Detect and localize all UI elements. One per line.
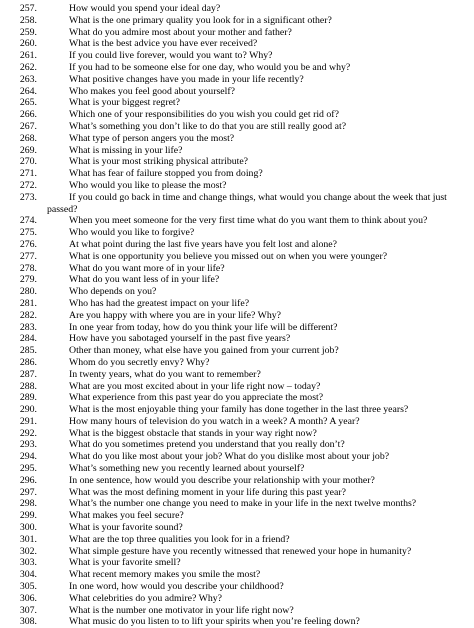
question-item xyxy=(0,156,474,168)
question-number: 268. xyxy=(19,132,37,144)
question-text-line: What experience from this past year do you appreciate the most? xyxy=(69,392,324,404)
question-text-line: What is the most enjoyable thing your family has done together in the last three years? xyxy=(69,404,409,416)
question-text-line: What is the biggest obstacle that stands in your way right now? xyxy=(69,427,317,439)
question-item xyxy=(0,534,474,546)
question-text-line: If you had to be someone else for one day, who would you be and why? xyxy=(69,61,351,73)
question-number: 280. xyxy=(19,286,37,298)
question-item xyxy=(0,451,474,463)
question-number: 277. xyxy=(19,250,37,262)
question-text xyxy=(47,145,474,157)
question-item xyxy=(0,510,474,522)
question-number: 267. xyxy=(19,120,37,132)
question-text-line: What’s something new you recently learned about yourself? xyxy=(69,463,305,475)
question-number: 261. xyxy=(19,50,37,62)
question-item xyxy=(0,239,474,251)
question-text xyxy=(47,15,474,27)
question-item xyxy=(0,569,474,581)
question-text xyxy=(47,428,474,440)
question-text xyxy=(47,569,474,581)
question-number: 292. xyxy=(19,427,37,439)
question-number: 284. xyxy=(19,333,37,345)
question-text xyxy=(47,451,474,463)
question-number: 278. xyxy=(19,262,37,274)
question-text-line: When you meet someone for the very first time what do you want them to think about you? xyxy=(69,215,428,227)
question-text-line: What is your most striking physical attribute? xyxy=(69,156,249,168)
question-text xyxy=(47,310,474,322)
question-text xyxy=(47,392,474,404)
question-text xyxy=(47,439,474,451)
question-text-line: What do you want more of in your life? xyxy=(69,262,225,274)
question-number: 283. xyxy=(19,321,37,333)
question-text-line: What is the best advice you have ever received? xyxy=(69,38,258,50)
question-text-line: Are you happy with where you are in your life? Why? xyxy=(69,309,282,321)
question-text-line: What positive changes have you made in your life recently? xyxy=(69,73,304,85)
question-number: 299. xyxy=(19,510,37,522)
question-text xyxy=(47,50,474,62)
question-number: 258. xyxy=(19,14,37,26)
question-item xyxy=(0,86,474,98)
question-text xyxy=(47,133,474,145)
question-text xyxy=(47,357,474,369)
question-item xyxy=(0,15,474,27)
question-text xyxy=(47,557,474,569)
question-text xyxy=(47,475,474,487)
question-number: 263. xyxy=(19,73,37,85)
question-number: 289. xyxy=(19,392,37,404)
question-text-line: In one sentence, how would you describe your relationship with your mother? xyxy=(69,474,375,486)
question-number: 286. xyxy=(19,356,37,368)
question-text-line: Who would you like to please the most? xyxy=(69,179,227,191)
question-text-line: What was the most defining moment in your life during this past year? xyxy=(69,486,346,498)
question-item xyxy=(0,215,474,227)
question-text xyxy=(47,522,474,534)
question-text-line: At what point during the last five years have you felt lost and alone? xyxy=(69,238,337,250)
question-item xyxy=(0,227,474,239)
question-text-line: In twenty years, what do you want to remember? xyxy=(69,368,261,380)
question-item xyxy=(0,298,474,310)
question-item xyxy=(0,109,474,121)
question-item xyxy=(0,74,474,86)
question-item xyxy=(0,168,474,180)
question-number: 276. xyxy=(19,238,37,250)
question-number: 287. xyxy=(19,368,37,380)
question-text-line: Which one of your responsibilities do you wish you could get rid of? xyxy=(69,109,339,121)
question-item xyxy=(0,310,474,322)
question-text-line: Who would you like to forgive? xyxy=(69,227,195,239)
question-item xyxy=(0,439,474,451)
question-text-line: Other than money, what else have you gained from your current job? xyxy=(69,345,339,357)
question-list xyxy=(0,3,474,628)
question-item xyxy=(0,50,474,62)
question-text xyxy=(47,168,474,180)
question-text xyxy=(47,109,474,121)
question-number: 269. xyxy=(19,144,37,156)
question-item xyxy=(0,487,474,499)
question-text xyxy=(47,298,474,310)
question-text-line: In one word, how would you describe your childhood? xyxy=(69,581,284,593)
question-text-line: How would you spend your ideal day? xyxy=(69,3,221,14)
question-text xyxy=(47,86,474,98)
question-text xyxy=(47,156,474,168)
question-number: 295. xyxy=(19,463,37,475)
question-text-line: What music do you listen to to lift your spirits when you’re feeling down? xyxy=(69,616,360,628)
question-item xyxy=(0,192,474,216)
question-number: 288. xyxy=(19,380,37,392)
question-number: 257. xyxy=(19,3,37,14)
question-text xyxy=(47,286,474,298)
question-item xyxy=(0,381,474,393)
question-number: 265. xyxy=(19,97,37,109)
question-item xyxy=(0,498,474,510)
question-text xyxy=(47,581,474,593)
question-number: 266. xyxy=(19,109,37,121)
question-item xyxy=(0,428,474,440)
question-text xyxy=(47,463,474,475)
question-text-line: What is your favorite smell? xyxy=(69,557,181,569)
question-text-line: Whom do you secretly envy? Why? xyxy=(69,356,210,368)
question-item xyxy=(0,369,474,381)
question-text-line: Who has had the greatest impact on your life? xyxy=(69,297,250,309)
question-text xyxy=(47,534,474,546)
question-text xyxy=(47,605,474,617)
question-item xyxy=(0,392,474,404)
question-item xyxy=(0,522,474,534)
question-text-line: What celebrities do you admire? Why? xyxy=(69,592,222,604)
question-number: 281. xyxy=(19,297,37,309)
question-item xyxy=(0,546,474,558)
question-number: 294. xyxy=(19,451,37,463)
question-text-line: What recent memory makes you smile the most? xyxy=(69,569,261,581)
question-item xyxy=(0,62,474,74)
question-number: 305. xyxy=(19,581,37,593)
question-item xyxy=(0,357,474,369)
question-number: 291. xyxy=(19,415,37,427)
question-text xyxy=(47,616,474,628)
question-number: 275. xyxy=(19,227,37,239)
question-item xyxy=(0,251,474,263)
question-number: 297. xyxy=(19,486,37,498)
question-text xyxy=(47,416,474,428)
question-text-line: In one year from today, how do you think your life will be different? xyxy=(69,321,338,333)
question-item xyxy=(0,557,474,569)
question-text-line: Who makes you feel good about yourself? xyxy=(69,85,235,97)
question-text xyxy=(47,215,474,227)
question-number: 303. xyxy=(19,557,37,569)
question-number: 306. xyxy=(19,592,37,604)
question-item xyxy=(0,404,474,416)
question-text xyxy=(47,62,474,74)
question-number: 271. xyxy=(19,168,37,180)
question-item xyxy=(0,593,474,605)
question-text xyxy=(47,263,474,275)
question-item xyxy=(0,605,474,617)
question-number: 301. xyxy=(19,533,37,545)
question-text-line: How many hours of television do you watch in a week? A month? A year? xyxy=(69,415,360,427)
question-text xyxy=(47,487,474,499)
question-item xyxy=(0,274,474,286)
question-number: 270. xyxy=(19,156,37,168)
question-text-line: What makes you feel secure? xyxy=(69,510,184,522)
question-text-line: What is the number one motivator in your life right now? xyxy=(69,604,294,616)
question-item xyxy=(0,145,474,157)
question-number: 300. xyxy=(19,522,37,534)
question-text-line: Who depends on you? xyxy=(69,286,157,298)
question-number: 273. xyxy=(19,191,37,203)
question-text xyxy=(47,498,474,510)
question-text-line: What do you want less of in your life? xyxy=(69,274,220,286)
question-number: 293. xyxy=(19,439,37,451)
question-text xyxy=(47,192,474,216)
question-text xyxy=(47,251,474,263)
question-number: 307. xyxy=(19,604,37,616)
question-text xyxy=(47,593,474,605)
question-text-line: What are you most excited about in your life right now – today? xyxy=(69,380,321,392)
question-text-line: What is one opportunity you believe you missed out on when you were younger? xyxy=(69,250,388,262)
question-text-line: How have you sabotaged yourself in the past five years? xyxy=(69,333,291,345)
question-number: 262. xyxy=(19,61,37,73)
question-number: 264. xyxy=(19,85,37,97)
question-text xyxy=(47,239,474,251)
question-number: 285. xyxy=(19,345,37,357)
question-item xyxy=(0,581,474,593)
question-text xyxy=(47,404,474,416)
question-number: 290. xyxy=(19,404,37,416)
question-text-line: What is missing in your life? xyxy=(69,144,183,156)
question-text xyxy=(47,274,474,286)
question-text-line: What type of person angers you the most? xyxy=(69,132,235,144)
question-item xyxy=(0,121,474,133)
question-item xyxy=(0,322,474,334)
question-text-line: What is your favorite sound? xyxy=(69,522,183,534)
question-text xyxy=(47,121,474,133)
question-item xyxy=(0,263,474,275)
question-text-line: What is your biggest regret? xyxy=(69,97,180,109)
question-text xyxy=(47,74,474,86)
question-text-line: What is the one primary quality you look for in a significant other? xyxy=(69,14,332,26)
question-number: 259. xyxy=(19,26,37,38)
question-text xyxy=(47,227,474,239)
question-item xyxy=(0,27,474,39)
question-number: 279. xyxy=(19,274,37,286)
question-item xyxy=(0,180,474,192)
question-text-continuation: passed? xyxy=(47,203,78,215)
question-item xyxy=(0,133,474,145)
question-text xyxy=(47,97,474,109)
question-item xyxy=(0,286,474,298)
question-number: 260. xyxy=(19,38,37,50)
question-text xyxy=(47,38,474,50)
question-text-line: What has fear of failure stopped you from doing? xyxy=(69,168,263,180)
question-text-line: What do you admire most about your mother and father? xyxy=(69,26,292,38)
question-text xyxy=(47,333,474,345)
question-text xyxy=(47,180,474,192)
question-number: 296. xyxy=(19,474,37,486)
question-text-line: If you could live forever, would you want to? Why? xyxy=(69,50,273,62)
question-text xyxy=(47,345,474,357)
question-text-line: What’s something you don’t like to do that you are still really good at? xyxy=(69,120,347,132)
question-item xyxy=(0,97,474,109)
question-number: 304. xyxy=(19,569,37,581)
question-text-line: If you could go back in time and change things, what would you change about the week that just xyxy=(69,191,447,203)
question-text xyxy=(47,3,474,15)
question-number: 308. xyxy=(19,616,37,628)
question-item xyxy=(0,345,474,357)
question-item xyxy=(0,416,474,428)
question-number: 272. xyxy=(19,179,37,191)
question-number: 302. xyxy=(19,545,37,557)
question-text-line: What do you sometimes pretend you understand that you really don’t? xyxy=(69,439,345,451)
question-number: 298. xyxy=(19,498,37,510)
question-item xyxy=(0,475,474,487)
question-text-line: What simple gesture have you recently witnessed that renewed your hope in humanity? xyxy=(69,545,412,557)
question-text xyxy=(47,27,474,39)
question-number: 282. xyxy=(19,309,37,321)
question-item xyxy=(0,616,474,628)
question-text xyxy=(47,510,474,522)
question-number: 274. xyxy=(19,215,37,227)
question-item xyxy=(0,3,474,15)
question-text xyxy=(47,369,474,381)
question-text-line: What are the top three qualities you look for in a friend? xyxy=(69,533,290,545)
question-item xyxy=(0,38,474,50)
question-text xyxy=(47,322,474,334)
question-item xyxy=(0,463,474,475)
question-text xyxy=(47,546,474,558)
question-text-line: What do you like most about your job? What do you dislike most about your job? xyxy=(69,451,390,463)
question-text xyxy=(47,381,474,393)
question-text-line: What’s the number one change you need to make in your life in the next twelve months? xyxy=(69,498,417,510)
question-item xyxy=(0,333,474,345)
